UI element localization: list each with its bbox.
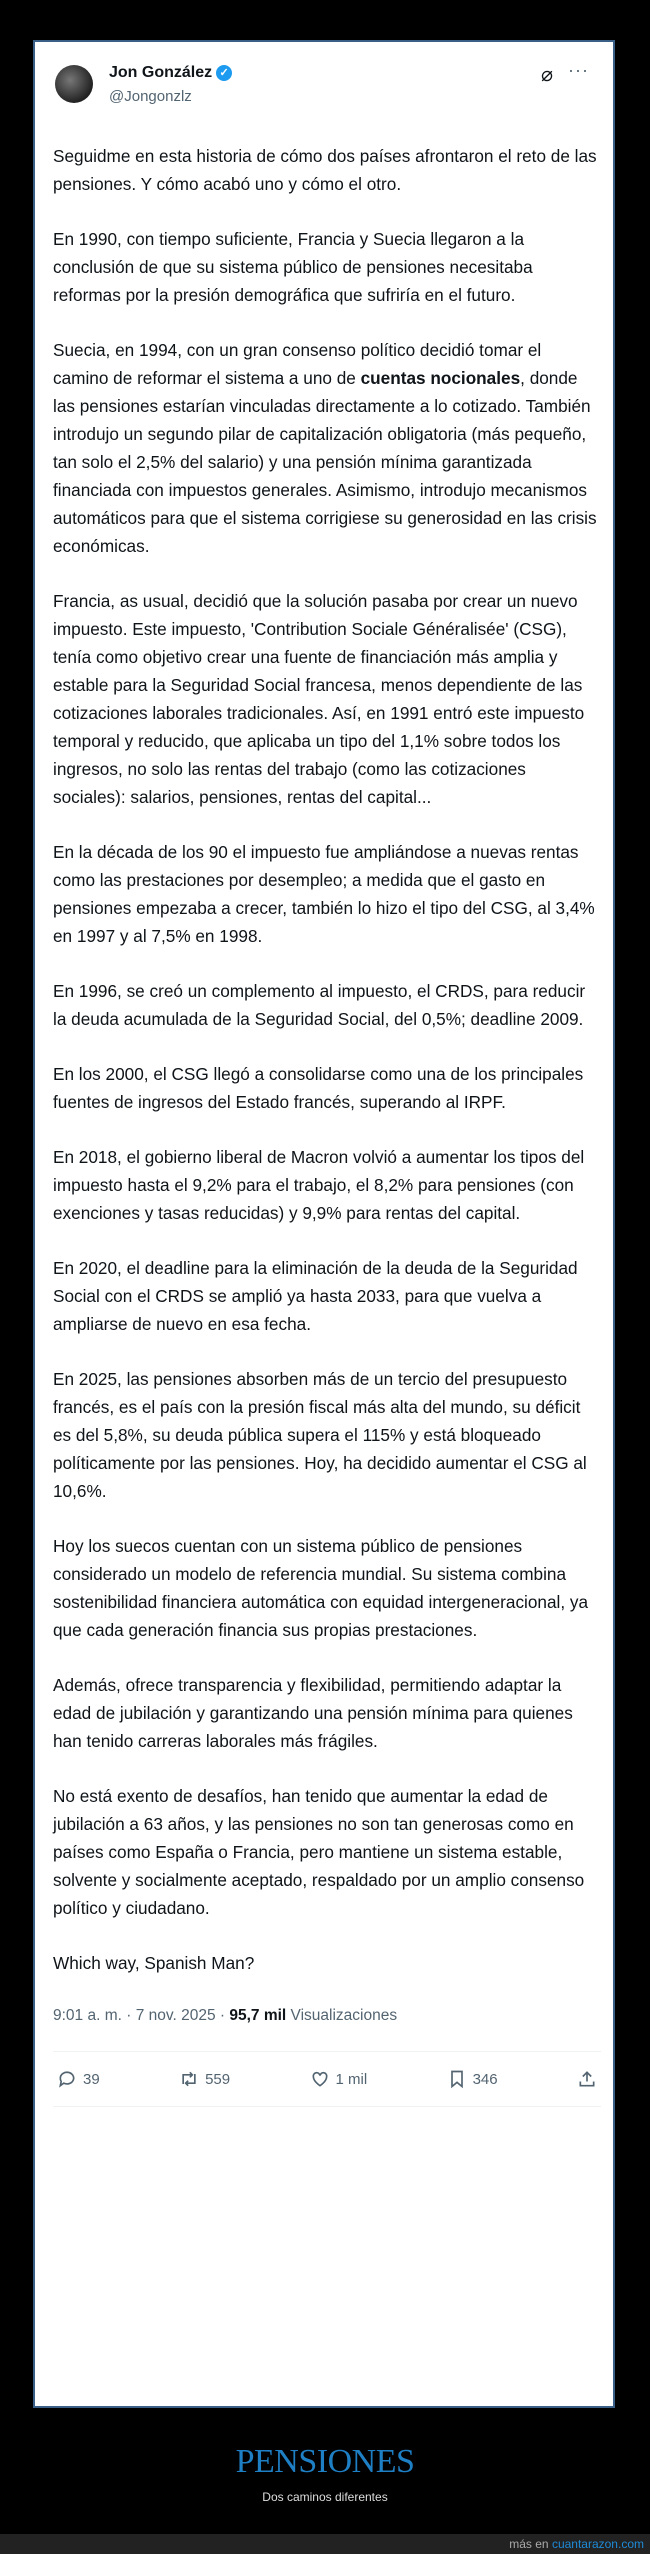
paragraph: En 1996, se creó un complemento al impuesto, el CRDS, para reducir la deuda acumulada de la Seguridad Social, del 0,5%; deadline 2009.: [53, 981, 586, 1029]
like-button[interactable]: [310, 2069, 368, 2089]
text: Suecia, en 1994, con un gran consenso político decidió tomar el camino de reformar el sistema a uno de: [53, 340, 542, 388]
bold-text: cuentas nocionales: [360, 368, 521, 388]
paragraph: En 2025, las pensiones absorben más de un tercio del presupuesto francés, es el país con la presión fiscal más alta del mundo, su déficit es del 5,8%, su deuda pública supera el 115% y está bloqueado políticamente por las pensiones. Hoy, ha decidido aumentar el CSG al 10,6%.: [53, 1369, 587, 1501]
share-button[interactable]: [577, 2069, 597, 2089]
reply-icon: [57, 2069, 77, 2089]
divider: [53, 2106, 601, 2107]
paragraph: Hoy los suecos cuentan con un sistema público de pensiones considerado un modelo de referencia mundial. Su sistema combina sostenibilidad financiera automática con equidad intergeneracional, ya que cada generación financia sus propias prestaciones.: [53, 1536, 589, 1640]
more-options-icon[interactable]: ···: [568, 60, 589, 80]
repost-icon: [179, 2069, 199, 2089]
heart-icon: [310, 2069, 330, 2089]
paragraph: Seguidme en esta historia de cómo dos países afrontaron el reto de las pensiones. Y cómo acabó uno y cómo el otro.: [53, 146, 597, 194]
tweet-card: [33, 40, 615, 2408]
grok-icon[interactable]: ⌀: [540, 64, 553, 86]
paragraph: Francia, as usual, decidió que la solución pasaba por crear un nuevo impuesto. Este impuesto, 'Contribution Sociale Généralisée' (CSG), tenía como objetivo crear una fuente de financiación más amplia y estable para la Seguridad Social francesa, menos dependiente de las cotizaciones laborales tradicionales. Así, en 1991 entró este impuesto temporal y reducido, que aplicaba un tipo del 1,1% sobre todos los ingresos, no solo las rentas del trabajo (como las cotizaciones sociales): salarios, pensiones, rentas del capital...: [53, 591, 585, 807]
author-name[interactable]: [109, 64, 232, 82]
site-link[interactable]: cuantarazon.com: [551, 2537, 644, 2551]
verified-badge-icon: ✓: [216, 65, 232, 81]
paragraph: No está exento de desafíos, han tenido que aumentar la edad de jubilación a 63 años, y las pensiones no son tan generosas como en países como España o Francia, pero mantiene un sistema estable, solvente y socialmente aceptado, respaldado por un amplio consenso político y ciudadano.: [53, 1786, 585, 1918]
author-name-text[interactable]: Jon González: [109, 64, 213, 81]
paragraph-sweden: [53, 336, 601, 560]
site-footer: [0, 2534, 650, 2554]
paragraph: En 2020, el deadline para la eliminación de la deuda de la Seguridad Social con el CRDS se amplió ya hasta 2033, para que vuelva a ampliarse de nuevo en esa fecha.: [53, 1258, 578, 1334]
paragraph: En los 2000, el CSG llegó a consolidarse como una de los principales fuentes de ingresos del Estado francés, superando al IRPF.: [53, 1064, 584, 1112]
avatar[interactable]: [55, 65, 93, 103]
reply-button[interactable]: [57, 2069, 100, 2089]
like-count: 1 mil: [335, 2070, 368, 2088]
repost-count: 559: [205, 2070, 231, 2088]
footer-prefix: más en: [509, 2537, 552, 2551]
reply-count: 39: [83, 2070, 100, 2088]
tweet-body: [53, 142, 601, 2107]
share-icon: [577, 2069, 597, 2089]
timestamp[interactable]: 9:01 a. m. · 7 nov. 2025 ·: [53, 2007, 230, 2024]
views-label: Visualizaciones: [286, 2007, 398, 2024]
paragraph: En la década de los 90 el impuesto fue ampliándose a nuevas rentas como las prestaciones por desempleo; a medida que el gasto en pensiones empezaba a crecer, también lo hizo el tipo del CSG, al 3,4% en 1997 y al 7,5% en 1998.: [53, 842, 595, 946]
caption-title: PENSIONES: [235, 2443, 415, 2480]
repost-button[interactable]: [179, 2069, 230, 2089]
author-handle[interactable]: @Jongonzlz: [109, 88, 192, 105]
paragraph: Which way, Spanish Man?: [53, 1953, 255, 1973]
text: , donde las pensiones estarían vinculadas directamente a lo cotizado. También introdujo un segundo pilar de capitalización obligatoria (más pequeño, tan solo el 2,5% del salario) y una pensión mínima garantizada financiada con impuestos generales. Asimismo, introdujo mecanismos automáticos para que el sistema corrigiese su generosidad en las crisis económicas.: [53, 368, 597, 556]
tweet-meta: [53, 2007, 601, 2025]
views-count: 95,7 mil: [229, 2007, 287, 2024]
caption-subtitle: Dos caminos diferentes: [262, 2490, 388, 2504]
paragraph: En 1990, con tiempo suficiente, Francia y Suecia llegaron a la conclusión de que su sistema público de pensiones necesitaba reformas por la presión demográfica que sufriría en el futuro.: [53, 229, 533, 305]
bookmark-count: 346: [472, 2070, 498, 2088]
bookmark-button[interactable]: [447, 2069, 498, 2089]
bookmark-icon: [447, 2069, 467, 2089]
paragraph: En 2018, el gobierno liberal de Macron volvió a aumentar los tipos del impuesto hasta el 9,2% para el trabajo, el 8,2% para pensiones (con exenciones y tasas reducidas) y 9,9% para rentas del capital.: [53, 1147, 585, 1223]
paragraph: Además, ofrece transparencia y flexibilidad, permitiendo adaptar la edad de jubilación y garantizando una pensión mínima para quienes han tenido carreras laborales más frágiles.: [53, 1675, 573, 1751]
action-bar: [53, 2052, 601, 2106]
